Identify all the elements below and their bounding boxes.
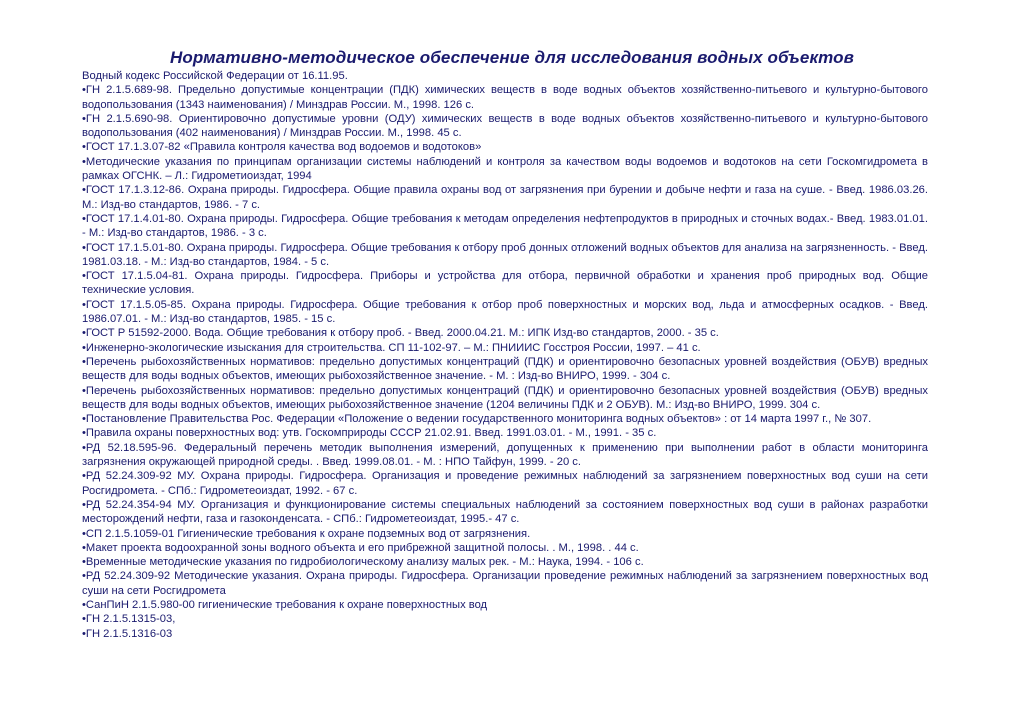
bullet-icon: • [82, 84, 86, 97]
bullet-icon: • [82, 270, 86, 283]
reference-item [82, 183, 928, 212]
bullet-icon: • [82, 441, 86, 454]
bullet-icon: • [82, 598, 86, 611]
reference-text: Инженерно-экологические изыскания для строительства. СП 11-102-97. – М.: ПНИИИС Госстроя России, 1997. – 41 с. [85, 341, 701, 354]
bullet-icon: • [82, 184, 86, 197]
reference-text: ГН 2.1.5.1315-03, [85, 613, 176, 626]
reference-item [82, 412, 928, 426]
reference-text: Методические указания по принципам организации системы наблюдений и контроля за качеством воды водоемов и водотоков на сети Госкомгидромета в рамках ОГСНК. – Л.: Гидрометиоиздат, 1994 [82, 155, 928, 183]
bullet-icon: • [82, 413, 86, 426]
reference-item [82, 498, 928, 527]
reference-text: Временные методические указания по гидробиологическому анализу малых рек. - М.: Наука, 1994. - 106 с. [85, 556, 644, 569]
reference-item [82, 627, 928, 641]
bullet-icon: • [82, 570, 86, 583]
bullet-icon: • [82, 327, 86, 340]
intro-line: Водный кодекс Российской Федерации от 16.11.95. [82, 70, 348, 82]
reference-text: Перечень рыбохозяйственных нормативов: предельно допустимых концентраций (ПДК) и ориентировочно безопасных уровней воздействия (ОБУВ) вредных веществ для воды водных объектов, имеющих рыбохозяйственное значение (1204 величины ПДК и 2 ОБУВ). М.: Изд-во ВНИРО, 1999. 304 с. [82, 384, 928, 411]
reference-item [82, 469, 928, 498]
reference-item [82, 241, 928, 270]
bullet-icon: • [82, 556, 86, 569]
reference-text: Постановление Правительства Рос. Федерации «Положение о ведении государственного мониторинга водных объектов» : от 14 марта 1997 г., № 307. [85, 413, 872, 426]
bullet-icon: • [82, 241, 86, 254]
bullet-icon: • [82, 155, 86, 168]
bullet-icon: • [82, 427, 86, 440]
reference-text: ГН 2.1.5.690-98. Ориентировочно допустимые уровни (ОДУ) химических веществ в воде водных объектов хозяйственно-питьевого и культурно-бытового водопользования (402 наименования) / Минздрав России. М., 1998. 45 с. [82, 112, 928, 140]
reference-item [82, 598, 928, 612]
bullet-icon: • [82, 298, 86, 311]
reference-item [82, 112, 928, 141]
bullet-icon: • [82, 613, 86, 626]
bullet-icon: • [82, 384, 86, 397]
bullet-icon: • [82, 527, 86, 540]
bullet-icon: • [82, 141, 86, 154]
bullet-icon: • [82, 541, 86, 554]
reference-item [82, 555, 928, 569]
reference-text: РД 52.24.309-92 МУ. Охрана природы. Гидросфера. Организация и проведение режимных наблюдений за загрязнением поверхностных вод суши на сети Росгидромета. - СПб.: Гидрометеоиздат, 1992. - 67 с. [82, 470, 928, 497]
reference-item [82, 441, 928, 470]
reference-item [82, 541, 928, 555]
reference-item [82, 384, 928, 413]
reference-item [82, 155, 928, 184]
reference-item [82, 269, 928, 298]
reference-text: Правила охраны поверхностных вод: утв. Госкомприроды СССР 21.02.91. Введ. 1991.03.01. - М., 1991. - 35 с. [85, 427, 657, 440]
reference-text: РД 52.24.309-92 Методические указания. Охрана природы. Гидросфера. Организации проведение режимных наблюдений за загрязнением поверхностных вод суши на сети Росгидромета [82, 570, 928, 597]
reference-text: ГН 2.1.5.689-98. Предельно допустимые концентрации (ПДК) химических веществ в воде водных объектов хозяйственно-питьевого и культурно-бытового водопользования (1343 наименования) / Минздрав России. М., 1998. 126 с. [82, 84, 928, 111]
reference-item [82, 355, 928, 384]
reference-text: Перечень рыбохозяйственных нормативов: предельно допустимых концентраций (ПДК) и ориентировочно безопасных уровней воздействия (ОБУВ) вредных веществ для воды водных объектов, имеющих рыбохозяйственное значение. - М. : Изд-во ВНИРО, 1999. - 304 с. [82, 355, 928, 383]
reference-item [82, 326, 928, 340]
slide-title: Нормативно-методическое обеспечение для исследования водных объектов [169, 48, 855, 67]
reference-text: ГОСТ 17.1.5.04-81. Охрана природы. Гидросфера. Приборы и устройства для отбора, первичной обработки и хранения проб природных вод. Общие технические условия. [82, 270, 928, 297]
reference-text: ГН 2.1.5.1316-03 [85, 627, 173, 640]
reference-text: Макет проекта водоохранной зоны водного объекта и его прибрежной защитной полосы. . М., 1998. . 44 с. [85, 541, 639, 554]
bullet-icon: • [82, 112, 86, 125]
reference-text: ГОСТ 17.1.4.01-80. Охрана природы. Гидросфера. Общие требования к методам определения нефтепродуктов в природных и сточных водах.- Введ. 1983.01.01. - М.: Изд-во стандартов, 1986. - 3 с. [82, 212, 928, 240]
reference-text: РД 52.24.354-94 МУ. Организация и функционирование системы специальных наблюдений за состоянием поверхностных вод суши в районах разработки месторождений нефти, газа и газоконденсата. - СПб.: Гидрометеоиздат, 1995.- 47 с. [82, 498, 928, 526]
reference-item [82, 612, 928, 626]
bullet-icon: • [82, 341, 86, 354]
bullet-icon: • [82, 627, 86, 640]
reference-text: ГОСТ 17.1.3.12-86. Охрана природы. Гидросфера. Общие правила охраны вод от загрязнения при бурении и добыче нефти и газа на суше. - Введ. 1986.03.26. М.: Изд-во стандартов, 1986. - 7 с. [82, 184, 928, 211]
reference-item [82, 140, 928, 154]
reference-text: ГОСТ Р 51592-2000. Вода. Общие требования к отбору проб. - Введ. 2000.04.21. М.: ИПК Изд-во стандартов, 2000. - 35 с. [85, 327, 719, 340]
reference-item [82, 341, 928, 355]
reference-list [82, 83, 928, 641]
bullet-icon: • [82, 470, 86, 483]
reference-text: ГОСТ 17.1.3.07-82 «Правила контроля качества вод водоемов и водотоков» [85, 141, 482, 154]
reference-text: СП 2.1.5.1059-01 Гигиенические требования к охране подземных вод от загрязнения. [85, 527, 531, 540]
reference-text: ГОСТ 17.1.5.05-85. Охрана природы. Гидросфера. Общие требования к отбор проб поверхностных и морских вод, льда и атмосферных осадков. - Введ. 1986.07.01. - М.: Изд-во стандартов, 1985. - 15 с. [82, 298, 928, 326]
reference-item [82, 569, 928, 598]
reference-item [82, 83, 928, 112]
reference-text: РД 52.18.595-96. Федеральный перечень методик выполнения измерений, допущенных к применению при выполнении работ в области мониторинга загрязнения окружающей природной среды. . Введ. 1999.08.01. - М. : НПО Тайфун, 1999. - 20 с. [82, 441, 928, 469]
reference-item [82, 527, 928, 541]
reference-text: ГОСТ 17.1.5.01-80. Охрана природы. Гидросфера. Общие требования к отбору проб донных отложений водных объектов для анализа на загрязненность. - Введ. 1981.03.18. - М.: Изд-во стандартов, 1984. - 5 с. [82, 241, 928, 268]
reference-item [82, 426, 928, 440]
bullet-icon: • [82, 212, 86, 225]
bullet-icon: • [82, 498, 86, 511]
bullet-icon: • [82, 355, 86, 368]
slide-content [82, 69, 928, 641]
reference-item [82, 298, 928, 327]
reference-item [82, 212, 928, 241]
reference-text: СанПиН 2.1.5.980-00 гигиенические требования к охране поверхностных вод [85, 598, 488, 611]
